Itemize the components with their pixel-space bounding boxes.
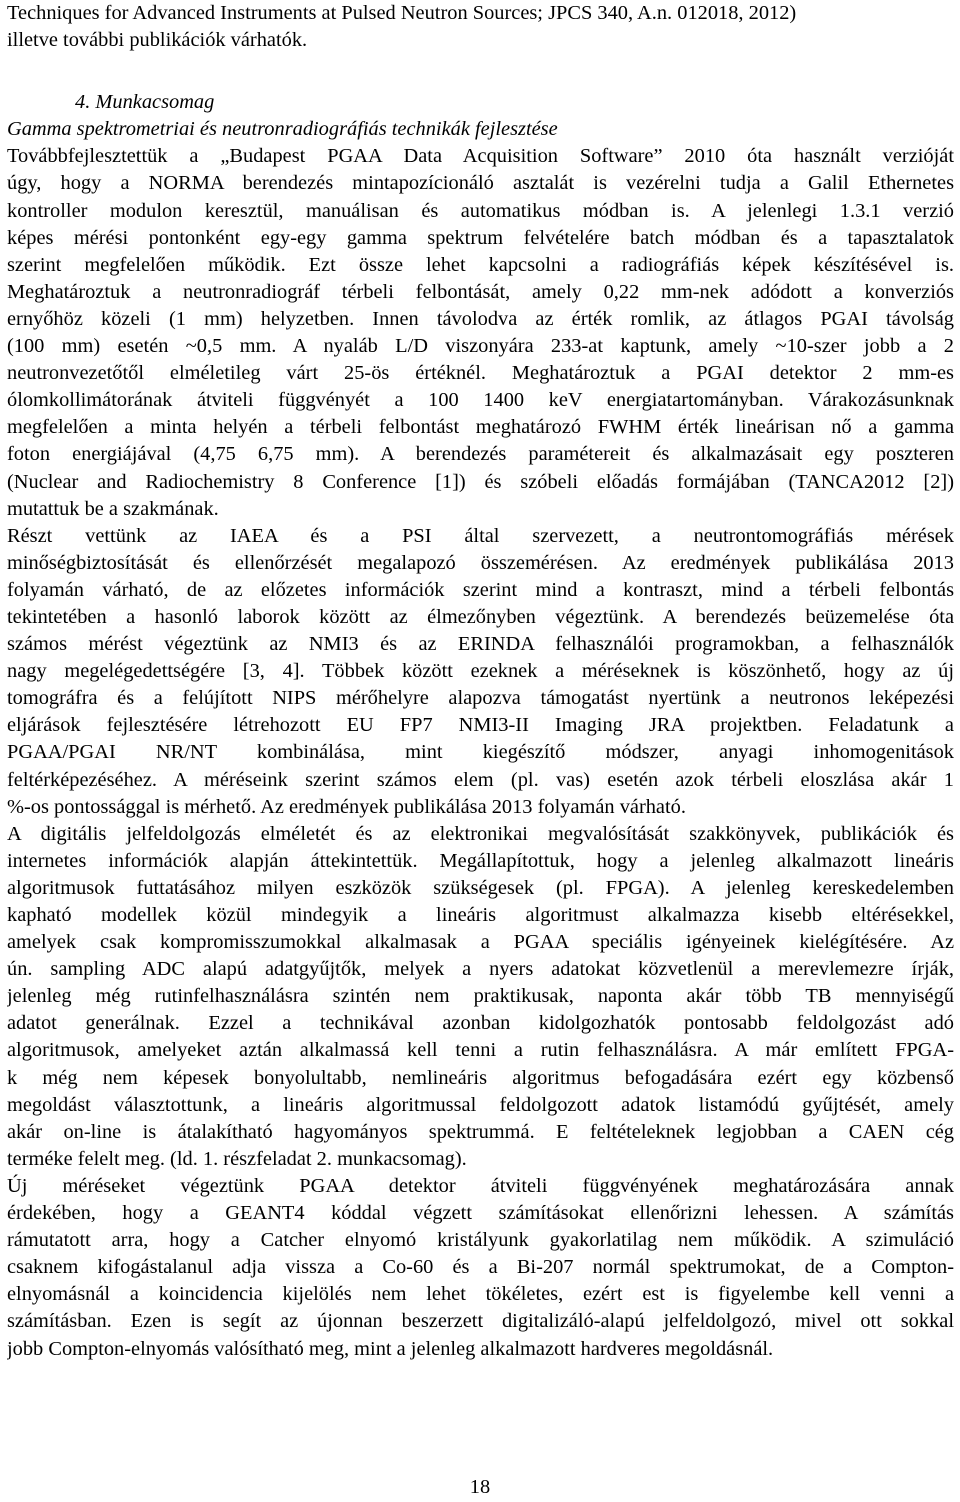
body-line: neutronvezetőtől elméletileg várt 25-ös értéknél. Meghatároztuk a PGAI detektor 2 mm-es xyxy=(7,362,954,385)
body-line: amelyek csak kompromisszumokkal alkalmasak a PGAA speciális igényeinek kielégítésére. Az xyxy=(7,931,954,954)
body-line: terméke felelt meg. (ld. 1. részfeladat 2. munkacsomag). xyxy=(7,1147,467,1170)
body-line: PGAA/PGAI NR/NT kombinálása, mint kiegészítő módszer, anyagi inhomogenitások xyxy=(7,741,954,764)
body-line: %-os pontossággal is mérhető. Az eredmények publikálása 2013 folyamán várható. xyxy=(7,795,686,818)
body-line: (100 mm) esetén ~0,5 mm. A nyaláb L/D viszonyára 233-at kaptunk, amely ~10-szer jobb a 2 xyxy=(7,335,954,358)
body-line: (Nuclear and Radiochemistry 8 Conference [1]) és szóbeli előadás formájában (TANCA2012 [2]) xyxy=(7,470,954,493)
body-line: csaknem kifogástalanul adja vissza a Co-60 és a Bi-207 normál spektrumokat, de a Compton- xyxy=(7,1256,954,1279)
intro-line: illetve további publikációk várhatók. xyxy=(7,29,308,52)
body-line: Meghatároztuk a neutronradiográf térbeli felbontását, amely 0,22 mm-nek adódott a konverziós xyxy=(7,280,954,303)
body-line: elnyomásnál a koincidencia kijelölés nem lehet tökéletes, ezért est is figyelembe kell venni a xyxy=(7,1283,954,1306)
body-line: úgy, hogy a NORMA berendezés mintapozícionáló asztalát is vezérelni tudja a Galil Ethernetes xyxy=(7,172,954,195)
body-line: algoritmusok futtatásához milyen eszközök szükségesek (pl. FPGA). A jelenleg kereskedelemben xyxy=(7,876,954,899)
body-line: ólomkollimátorának átviteli függvényét a 100 1400 keV energiatartományban. Várakozásunknak xyxy=(7,389,954,412)
body-line: algoritmusok, amelyeket aztán alkalmassá kell tenni a rutin felhasználásra. A már említett FPGA- xyxy=(7,1039,954,1062)
body-line: szerint megfelelően működik. Ezt össze lehet kapcsolni a radiográfiás képek készítésével is. xyxy=(7,253,954,276)
body-line: adatot generálnak. Ezzel a technikával azonban kidolgozhatók pontosabb feldolgozást adó xyxy=(7,1012,954,1035)
body-line: eljárások fejlesztésére létrehozott EU FP7 NMI3-II Imaging JRA projektben. Feladatunk a xyxy=(7,714,954,737)
page-number: 18 xyxy=(469,1476,491,1498)
body-line: k még nem képesek bonyolultabb, nemlineáris algoritmus befogadására ezért egy közbenső xyxy=(7,1066,954,1089)
body-line: Továbbfejlesztettük a „Budapest PGAA Data Acquisition Software” 2010 óta használt verzióját xyxy=(7,145,954,168)
body-line: megoldást választottunk, a lineáris algoritmussal feldolgozott adatok listamódú gyűjtését, amely xyxy=(7,1093,954,1116)
body-line: kontroller modulon keresztül, manuálisan és automatikus módban is. A jelenlegi 1.3.1 verzió xyxy=(7,199,954,222)
body-line: rámutatott arra, hogy a Catcher elnyomó kristályunk gyakorlatilag nem működik. A szimuláció xyxy=(7,1229,954,1252)
document-page xyxy=(7,0,954,1363)
body-line: ún. sampling ADC alapú adatgyűjtők, melyek a nyers adatokat közvetlenül a merevlemezre írják, xyxy=(7,958,954,981)
body-line: mutattuk be a szakmának. xyxy=(7,497,219,520)
intro-line: Techniques for Advanced Instruments at Pulsed Neutron Sources; JPCS 340, A.n. 012018, 2012) xyxy=(7,2,797,24)
spacer xyxy=(7,54,954,89)
body-line: minőségbiztosítását és ellenőrzését megalapozó összemérésen. Az eredmények publikálása 2013 xyxy=(7,551,954,574)
body-line: feltérképezéséhez. A méréseink szerint számos elem (pl. vas) esetén azok térbeli eloszlása akár 1 xyxy=(7,768,954,791)
body-line: kapható modellek közül mindegyik a lineáris algoritmust alkalmazza kisebb eltérésekkel, xyxy=(7,904,954,926)
body-line: folyamán várható, de az előzetes információk szerint mind a kontraszt, mind a térbeli felbontás xyxy=(7,578,954,601)
body-line: Új méréseket végeztünk PGAA detektor átviteli függvényének meghatározására annak xyxy=(7,1174,954,1197)
body-line: A digitális jelfeldolgozás elméletét és az elektronikai megvalósítását szakkönyvek, publikációk és xyxy=(7,822,954,845)
body-line: tomográfra és a felújított NIPS mérőhelyre alapozva támogatást nyertünk a neutronos leképezési xyxy=(7,687,954,710)
body-line: nagy megelégedettségére [3, 4]. Többek között ezeknek a méréseknek is köszönhető, hogy az új xyxy=(7,660,954,683)
body-line: Részt vettünk az IAEA és a PSI által szervezett, a neutrontomográfiás mérések xyxy=(7,524,954,547)
body-line: számításban. Ezen is segít az újonnan beszerzett digitalizáló-alapú jelfeldolgozó, mivel ott sokkal xyxy=(7,1310,954,1333)
body-line: érdekében, hogy a GEANT4 kóddal végzett számításokat ellenőrizni lehessen. A számítás xyxy=(7,1202,954,1225)
body-line: ernyőhöz közeli (1 mm) helyzetben. Innen távolodva az érték romlik, az átlagos PGAI távolság xyxy=(7,307,954,330)
section-heading xyxy=(7,89,954,116)
section-subtitle: Gamma spektrometriai és neutronradiográfiás technikák fejlesztése xyxy=(7,118,558,141)
body-line: megfelelően a minta helyén a térbeli felbontást meghatározó FWHM érték lineárisan nő a gamma xyxy=(7,416,954,439)
body-line: foton energiájával (4,75 6,75 mm). A berendezés paramétereit és alkalmazásait egy poszteren xyxy=(7,443,954,466)
body-line: akár on-line is átalakítható hagyományos spektrummá. E feltételeknek legjobban a CAEN cég xyxy=(7,1120,954,1143)
body-line: számos mérést végeztünk az NMI3 és az ERINDA felhasználói programokban, a felhasználók xyxy=(7,633,954,656)
body-line: jelenleg még rutinfelhasználásra szintén nem praktikusak, naponta akár több TB mennyiségű xyxy=(7,985,954,1008)
section-number: 4. xyxy=(75,91,91,114)
body-line: jobb Compton-elnyomás valósítható meg, mint a jelenleg alkalmazott hardveres megoldásnál. xyxy=(7,1337,774,1360)
body-line: tekintetében a hasonló laborok között az élmezőnyben végeztünk. A berendezés beüzemelése óta xyxy=(7,605,954,628)
body-line: internetes információk alapján áttekintettük. Megállapítottuk, hogy a jelenleg alkalmazott lineáris xyxy=(7,849,954,872)
body-line: képes mérési pontonként egy-egy gamma spektrum felvételére batch módban és a tapasztalatok xyxy=(7,226,954,249)
section-title: Munkacsomag xyxy=(95,91,215,114)
